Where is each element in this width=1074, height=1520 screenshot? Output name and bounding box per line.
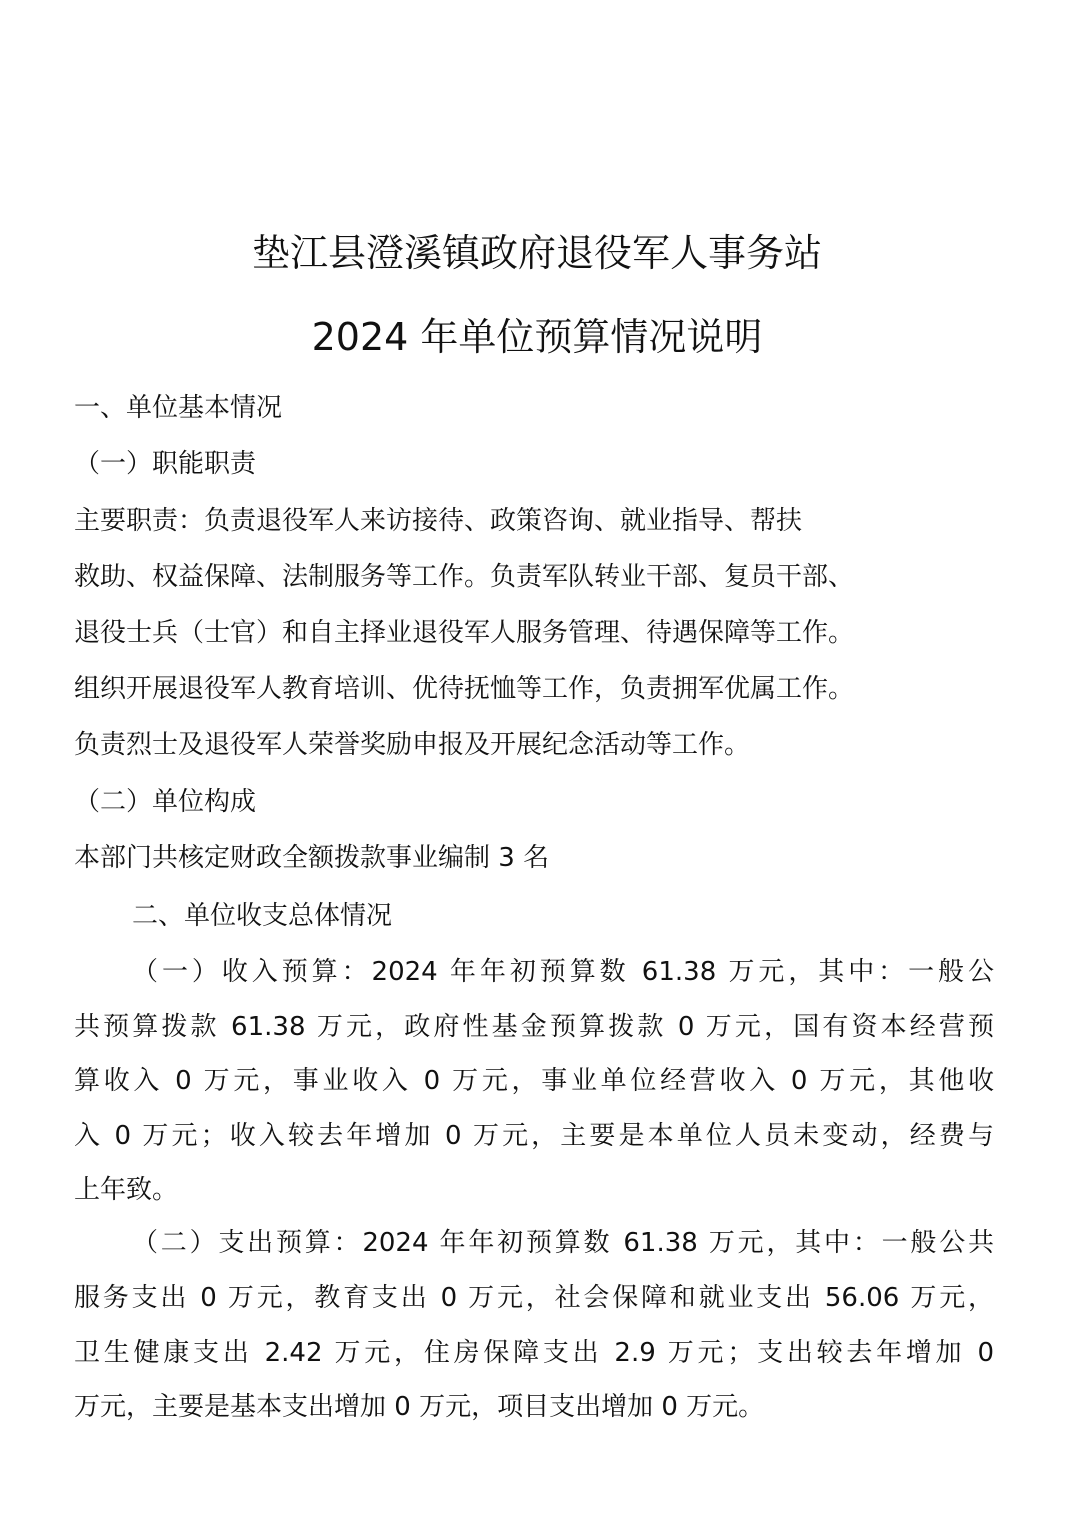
income-line-5: 上年致。 xyxy=(74,1175,179,1205)
duties-line-1: 主要职责：负责退役军人来访接待、政策咨询、就业指导、帮扶 xyxy=(74,506,803,536)
staffing-text: 本部门共核定财政全额拨款事业编制 3 名 xyxy=(74,843,550,873)
expense-line-3: 卫生健康支出 2.42 万元，住房保障支出 2.9 万元；支出较去年增加 0 xyxy=(74,1338,994,1368)
section1-heading: 一、单位基本情况 xyxy=(74,393,283,423)
income-line-1: （一）收入预算：2024 年年初预算数 61.38 万元，其中：一般公 xyxy=(132,957,994,987)
expense-line-1: （二）支出预算：2024 年年初预算数 61.38 万元，其中：一般公共 xyxy=(132,1228,994,1258)
document-title-line2: 2024 年单位预算情况说明 xyxy=(311,315,763,359)
duties-line-3: 退役士兵（士官）和自主择业退役军人服务管理、待遇保障等工作。 xyxy=(74,618,855,648)
document-title-line1: 垫江县澄溪镇政府退役军人事务站 xyxy=(251,231,822,275)
section1-sub1-heading: （一）职能职责 xyxy=(74,449,257,479)
income-line-2: 共预算拨款 61.38 万元，政府性基金预算拨款 0 万元，国有资本经营预 xyxy=(74,1012,994,1042)
expense-line-4: 万元，主要是基本支出增加 0 万元，项目支出增加 0 万元。 xyxy=(74,1392,765,1422)
duties-line-4: 组织开展退役军人教育培训、优待抚恤等工作，负责拥军优属工作。 xyxy=(74,674,855,704)
income-line-3: 算收入 0 万元，事业收入 0 万元，事业单位经营收入 0 万元，其他收 xyxy=(74,1066,994,1096)
section2-heading: 二、单位收支总体情况 xyxy=(132,901,393,931)
expense-line-2: 服务支出 0 万元，教育支出 0 万元，社会保障和就业支出 56.06 万元， xyxy=(74,1283,994,1313)
duties-line-5: 负责烈士及退役军人荣誉奖励申报及开展纪念活动等工作。 xyxy=(74,730,751,760)
income-line-4: 入 0 万元；收入较去年增加 0 万元，主要是本单位人员未变动，经费与 xyxy=(74,1121,994,1151)
section1-sub2-heading: （二）单位构成 xyxy=(74,787,257,817)
duties-line-2: 救助、权益保障、法制服务等工作。负责军队转业干部、复员干部、 xyxy=(74,562,855,592)
